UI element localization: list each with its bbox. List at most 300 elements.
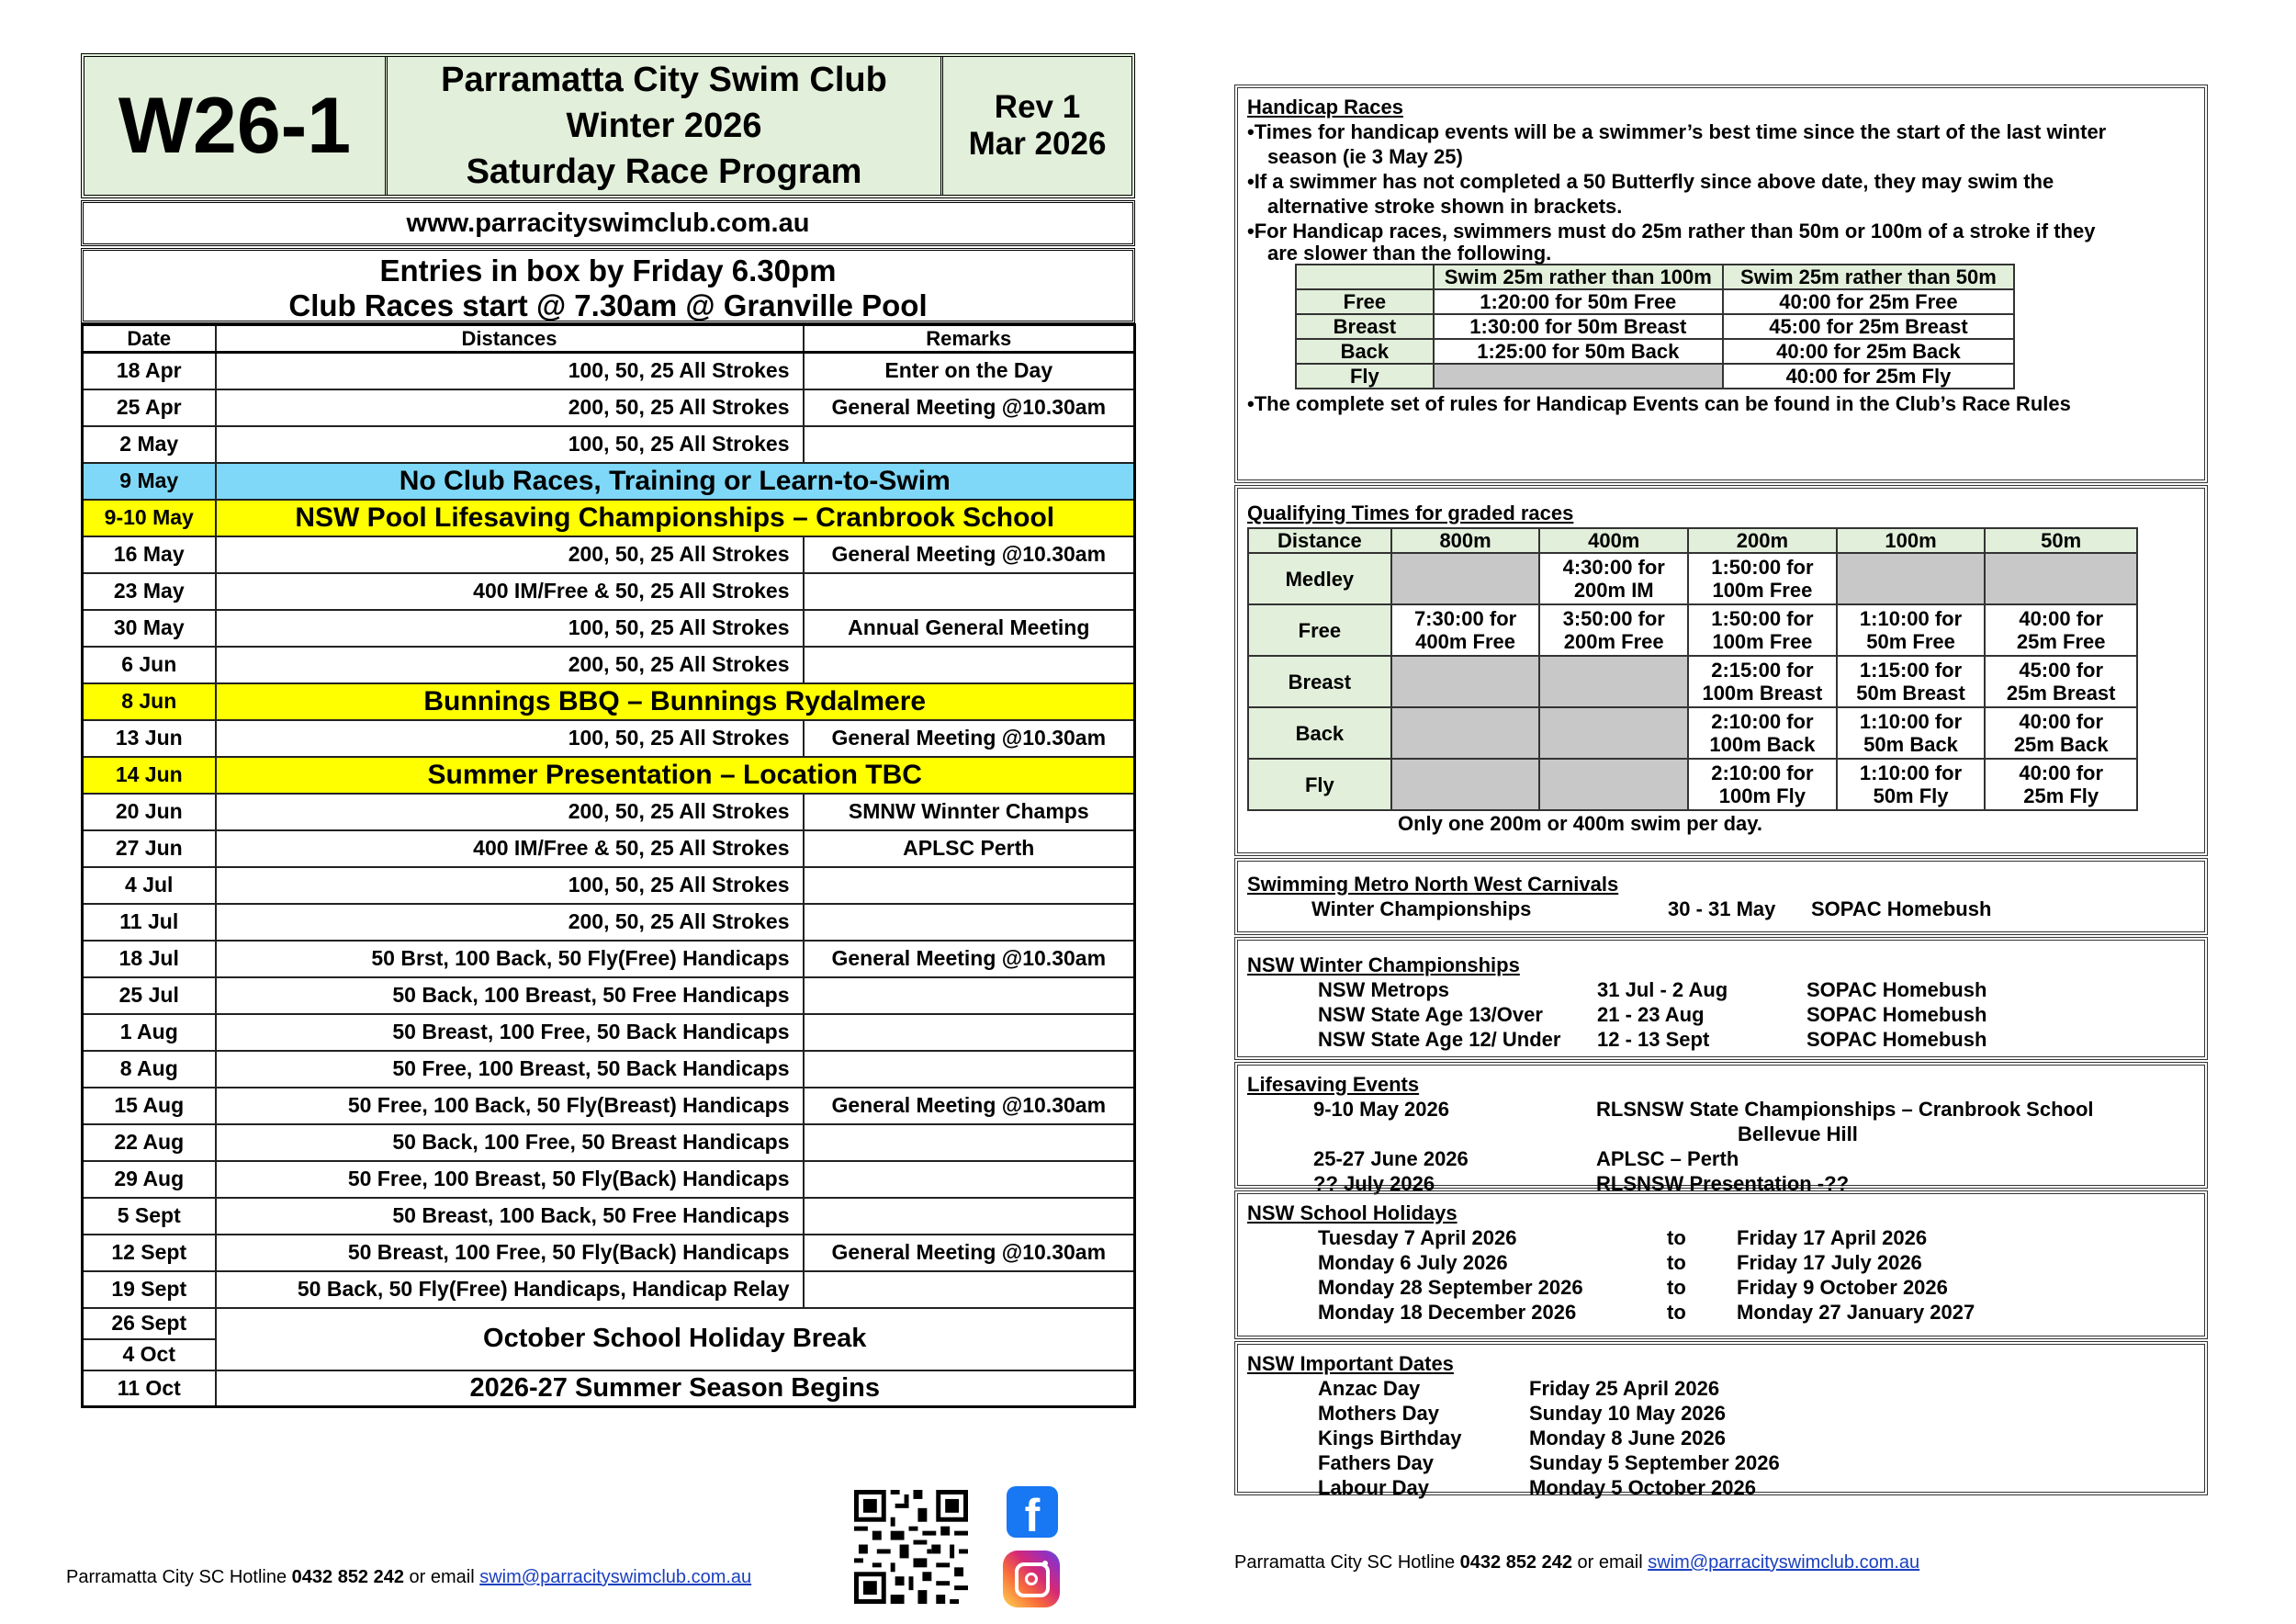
row-date: 18 Jul bbox=[83, 941, 216, 977]
handicap-100-time: 1:20:00 for 50m Free bbox=[1434, 289, 1723, 314]
handicap-races-section bbox=[1234, 85, 2208, 483]
row-date: 25 Apr bbox=[83, 389, 216, 426]
season-begins-text: 2026-27 Summer Season Begins bbox=[216, 1370, 1135, 1407]
handicap-stroke: Fly bbox=[1296, 364, 1434, 389]
row-remarks: Enter on the Day bbox=[804, 353, 1135, 389]
season-begins-row bbox=[83, 1370, 1135, 1407]
row-distances: 200, 50, 25 All Strokes bbox=[216, 536, 804, 573]
row-remarks: APLSC Perth bbox=[804, 830, 1135, 867]
important-date-row bbox=[1318, 1450, 2195, 1475]
row-remarks bbox=[804, 1014, 1135, 1051]
website-link[interactable]: www.parracityswimclub.com.au bbox=[81, 200, 1135, 246]
row-banner: Bunnings BBQ – Bunnings Rydalmere bbox=[216, 683, 1135, 720]
row-distances: 200, 50, 25 All Strokes bbox=[216, 904, 804, 941]
qualifying-head-cell: 50m bbox=[1985, 528, 2137, 553]
school-holidays-section bbox=[1234, 1190, 2208, 1339]
holiday-to: to bbox=[1667, 1276, 1686, 1299]
holiday-until: Friday 9 October 2026 bbox=[1737, 1276, 1948, 1299]
row-date: 9 May bbox=[83, 463, 216, 500]
handicap-row bbox=[1296, 314, 2014, 339]
email-link-right[interactable]: swim@parracityswimclub.com.au bbox=[1648, 1552, 1920, 1573]
lifesaving-event bbox=[1596, 1097, 2094, 1146]
qualifying-time-line2: 200m IM bbox=[1573, 579, 1654, 602]
lifesaving-date: ?? July 2026 bbox=[1313, 1172, 1435, 1195]
holiday-break-row bbox=[83, 1308, 1135, 1339]
qualifying-time-line2: 100m Free bbox=[1712, 579, 1813, 602]
row-distances: 100, 50, 25 All Strokes bbox=[216, 867, 804, 904]
program-row bbox=[83, 1235, 1135, 1271]
handicap-table bbox=[1295, 264, 2015, 389]
season: Winter 2026 bbox=[566, 107, 762, 145]
qualifying-time bbox=[1688, 656, 1837, 707]
row-date: 11 Jul bbox=[83, 904, 216, 941]
qualifying-time bbox=[1539, 656, 1688, 707]
nsw-venue: SOPAC Homebush bbox=[1806, 1028, 1987, 1051]
row-date: 26 Sept bbox=[83, 1308, 216, 1339]
qualifying-time-line1: 1:15:00 for bbox=[1859, 659, 1963, 682]
program-header-row bbox=[83, 325, 1135, 353]
qualifying-time bbox=[1985, 656, 2137, 707]
program-row bbox=[83, 904, 1135, 941]
row-date: 13 Jun bbox=[83, 720, 216, 757]
row-remarks bbox=[804, 647, 1135, 683]
row-remarks: General Meeting @10.30am bbox=[804, 720, 1135, 757]
qualifying-times-section bbox=[1234, 485, 2208, 856]
qualifying-time-line2: 100m Back bbox=[1709, 733, 1816, 756]
qualifying-time bbox=[1985, 759, 2137, 810]
nsw-event: NSW State Age 13/Over bbox=[1318, 1003, 1543, 1026]
row-distances: 100, 50, 25 All Strokes bbox=[216, 353, 804, 389]
lifesaving-event-name: RLSNSW Presentation -?? bbox=[1596, 1172, 1850, 1195]
important-name: Labour Day bbox=[1318, 1476, 1430, 1499]
row-remarks: General Meeting @10.30am bbox=[804, 1235, 1135, 1271]
row-remarks bbox=[804, 1051, 1135, 1088]
qualifying-time-line1: 40:00 for bbox=[2019, 710, 2104, 733]
row-distances: 100, 50, 25 All Strokes bbox=[216, 720, 804, 757]
handicap-rule-1b: season (ie 3 May 25) bbox=[1267, 145, 1463, 168]
qualifying-time bbox=[1391, 553, 1540, 604]
lifesaving-event-venue: Bellevue Hill bbox=[1738, 1122, 1858, 1145]
nsw-event: NSW Metrops bbox=[1318, 978, 1449, 1001]
qualifying-time-line1: 7:30:00 for bbox=[1413, 607, 1517, 630]
row-date: 25 Jul bbox=[83, 977, 216, 1014]
row-remarks bbox=[804, 867, 1135, 904]
qualifying-stroke: Medley bbox=[1248, 553, 1391, 604]
qualifying-row bbox=[1248, 759, 2137, 810]
row-distances: 50 Brst, 100 Back, 50 Fly(Free) Handicaps bbox=[216, 941, 804, 977]
qualifying-time-line2: 200m Free bbox=[1563, 630, 1664, 653]
handicap-row bbox=[1296, 339, 2014, 364]
row-date: 4 Jul bbox=[83, 867, 216, 904]
nsw-date: 21 - 23 Aug bbox=[1597, 1003, 1705, 1026]
qualifying-table bbox=[1247, 527, 2138, 811]
footer-contact-right: Parramatta City SC Hotline 0432 852 242 or email swim@parracityswimclub.com.au bbox=[1234, 1552, 1920, 1573]
qualifying-head-cell: 100m bbox=[1837, 528, 1986, 553]
lifesaving-date: 9-10 May 2026 bbox=[1313, 1098, 1449, 1121]
row-distances: 50 Free, 100 Breast, 50 Fly(Back) Handicaps bbox=[216, 1161, 804, 1198]
row-remarks bbox=[804, 1124, 1135, 1161]
row-distances: 50 Free, 100 Back, 50 Fly(Breast) Handicaps bbox=[216, 1088, 804, 1124]
holiday-row bbox=[1318, 1225, 2195, 1250]
qualifying-time bbox=[1688, 759, 1837, 810]
handicap-rules-note: •The complete set of rules for Handicap Events can be found in the Club’s Race Rules bbox=[1247, 392, 2071, 415]
footer-contact-left: Parramatta City SC Hotline 0432 852 242 or email swim@parracityswimclub.com.au bbox=[66, 1567, 752, 1587]
row-remarks bbox=[804, 904, 1135, 941]
row-remarks bbox=[804, 1271, 1135, 1308]
row-remarks: General Meeting @10.30am bbox=[804, 941, 1135, 977]
handicap-stroke: Back bbox=[1296, 339, 1434, 364]
qualifying-time-line1: 1:10:00 for bbox=[1859, 607, 1963, 630]
qualifying-time-line1: 2:10:00 for bbox=[1711, 710, 1814, 733]
qualifying-time bbox=[1688, 553, 1837, 604]
qualifying-time-line2: 100m Free bbox=[1712, 630, 1813, 653]
race-start-time: Club Races start @ 7.30am @ Granville Pool bbox=[288, 288, 928, 322]
handicap-stroke: Free bbox=[1296, 289, 1434, 314]
column-header-remarks: Remarks bbox=[804, 325, 1135, 353]
important-date: Monday 8 June 2026 bbox=[1529, 1427, 1726, 1449]
row-distances: 50 Breast, 100 Back, 50 Free Handicaps bbox=[216, 1198, 804, 1235]
holiday-until: Friday 17 July 2026 bbox=[1737, 1251, 1922, 1274]
row-distances: 200, 50, 25 All Strokes bbox=[216, 794, 804, 830]
holiday-until: Friday 17 April 2026 bbox=[1737, 1226, 1928, 1249]
hotline-number-right: 0432 852 242 bbox=[1459, 1552, 1572, 1573]
program-row bbox=[83, 830, 1135, 867]
nsw-winter-row bbox=[1318, 1027, 2195, 1052]
program-row bbox=[83, 1088, 1135, 1124]
row-remarks: SMNW Winnter Champs bbox=[804, 794, 1135, 830]
qualifying-time-line1: 1:10:00 for bbox=[1859, 761, 1963, 784]
row-date: 12 Sept bbox=[83, 1235, 216, 1271]
row-distances: 50 Breast, 100 Free, 50 Fly(Back) Handicaps bbox=[216, 1235, 804, 1271]
lifesaving-title: Lifesaving Events bbox=[1247, 1073, 1420, 1096]
row-distances: 400 IM/Free & 50, 25 All Strokes bbox=[216, 573, 804, 610]
metro-event-row: Winter Championships 30 - 31 May SOPAC Homebush bbox=[1311, 897, 1992, 920]
row-remarks: Annual General Meeting bbox=[804, 610, 1135, 647]
banner-row bbox=[83, 757, 1135, 794]
holiday-to: to bbox=[1667, 1226, 1686, 1249]
revision-date: Mar 2026 bbox=[968, 126, 1107, 162]
program-row bbox=[83, 867, 1135, 904]
row-date: 19 Sept bbox=[83, 1271, 216, 1308]
important-date-row bbox=[1318, 1376, 2195, 1401]
lifesaving-row bbox=[1313, 1097, 2195, 1146]
program-row bbox=[83, 647, 1135, 683]
qualifying-time-line1: 1:10:00 for bbox=[1859, 710, 1963, 733]
holiday-from: Monday 28 September 2026 bbox=[1318, 1276, 1583, 1299]
nsw-winter-section bbox=[1234, 937, 2208, 1060]
instagram-icon[interactable] bbox=[1003, 1551, 1060, 1607]
row-banner: Summer Presentation – Location TBC bbox=[216, 757, 1135, 794]
qualifying-row bbox=[1248, 553, 2137, 604]
program-row bbox=[83, 977, 1135, 1014]
qualifying-time bbox=[1985, 604, 2137, 656]
qualifying-time-line2: 100m Breast bbox=[1702, 682, 1823, 705]
qualifying-time-line1: 3:50:00 for bbox=[1562, 607, 1665, 630]
handicap-rule-1: •Times for handicap events will be a swimmer’s best time since the start of the last winter bbox=[1247, 120, 2107, 143]
important-name: Kings Birthday bbox=[1318, 1427, 1462, 1449]
row-distances: 50 Back, 100 Free, 50 Breast Handicaps bbox=[216, 1124, 804, 1161]
lifesaving-section bbox=[1234, 1062, 2208, 1195]
email-link[interactable]: swim@parracityswimclub.com.au bbox=[479, 1567, 752, 1587]
row-date: 8 Aug bbox=[83, 1051, 216, 1088]
holiday-row bbox=[1318, 1250, 2195, 1275]
program-row bbox=[83, 794, 1135, 830]
qualifying-head-cell: 200m bbox=[1688, 528, 1837, 553]
holiday-row bbox=[1318, 1275, 2195, 1300]
row-date: 23 May bbox=[83, 573, 216, 610]
nsw-date: 12 - 13 Sept bbox=[1597, 1028, 1710, 1051]
row-date: 1 Aug bbox=[83, 1014, 216, 1051]
qualifying-time bbox=[1837, 759, 1986, 810]
row-date: 11 Oct bbox=[83, 1370, 216, 1407]
row-date: 6 Jun bbox=[83, 647, 216, 683]
qualifying-time-line1: 2:10:00 for bbox=[1711, 761, 1814, 784]
program-row bbox=[83, 573, 1135, 610]
club-name: Parramatta City Swim Club bbox=[441, 61, 887, 99]
program-row bbox=[83, 353, 1135, 389]
qualifying-time-line2: 25m Fly bbox=[2023, 784, 2099, 807]
handicap-row bbox=[1296, 289, 2014, 314]
important-date: Sunday 5 September 2026 bbox=[1529, 1451, 1780, 1474]
qualifying-stroke: Breast bbox=[1248, 656, 1391, 707]
important-name: Mothers Day bbox=[1318, 1402, 1440, 1425]
program-row bbox=[83, 1014, 1135, 1051]
qualifying-row bbox=[1248, 707, 2137, 759]
qualifying-note: Only one 200m or 400m swim per day. bbox=[1398, 812, 1762, 835]
handicap-head-50: Swim 25m rather than 50m bbox=[1723, 265, 2014, 289]
row-distances: 50 Free, 100 Breast, 50 Back Handicaps bbox=[216, 1051, 804, 1088]
important-date: Friday 25 April 2026 bbox=[1529, 1377, 1720, 1400]
holiday-row bbox=[1318, 1300, 2195, 1325]
nsw-venue: SOPAC Homebush bbox=[1806, 1003, 1987, 1026]
nsw-winter-row bbox=[1318, 1002, 2195, 1027]
row-date: 15 Aug bbox=[83, 1088, 216, 1124]
qualifying-row bbox=[1248, 656, 2137, 707]
important-dates-section bbox=[1234, 1341, 2208, 1499]
qualifying-head-cell: 800m bbox=[1391, 528, 1540, 553]
handicap-table-header bbox=[1296, 265, 2014, 289]
qualifying-time bbox=[1391, 604, 1540, 656]
row-remarks bbox=[804, 573, 1135, 610]
handicap-50-time: 40:00 for 25m Fly bbox=[1723, 364, 2014, 389]
handicap-50-time: 45:00 for 25m Breast bbox=[1723, 314, 2014, 339]
qualifying-time bbox=[1539, 759, 1688, 810]
qualifying-row bbox=[1248, 604, 2137, 656]
row-banner: No Club Races, Training or Learn-to-Swim bbox=[216, 463, 1135, 500]
row-distances: 50 Breast, 100 Free, 50 Back Handicaps bbox=[216, 1014, 804, 1051]
row-distances: 400 IM/Free & 50, 25 All Strokes bbox=[216, 830, 804, 867]
handicap-50-time: 40:00 for 25m Back bbox=[1723, 339, 2014, 364]
row-date: 9-10 May bbox=[83, 500, 216, 536]
qualifying-time-line2: 50m Free bbox=[1866, 630, 1955, 653]
qualifying-time-line1: 1:50:00 for bbox=[1711, 607, 1814, 630]
hotline-number: 0432 852 242 bbox=[291, 1567, 404, 1587]
row-remarks: General Meeting @10.30am bbox=[804, 389, 1135, 426]
qr-code-icon[interactable] bbox=[854, 1490, 968, 1604]
program-header bbox=[81, 53, 1135, 198]
row-banner: NSW Pool Lifesaving Championships – Cranbrook School bbox=[216, 500, 1135, 536]
metro-title: Swimming Metro North West Carnivals bbox=[1247, 873, 1619, 896]
facebook-icon[interactable]: f bbox=[1007, 1486, 1058, 1538]
row-date: 8 Jun bbox=[83, 683, 216, 720]
qualifying-stroke: Fly bbox=[1248, 759, 1391, 810]
program-row bbox=[83, 426, 1135, 463]
banner-row bbox=[83, 683, 1135, 720]
qualifying-time bbox=[1837, 604, 1986, 656]
program-row bbox=[83, 1271, 1135, 1308]
qualifying-time-line1: 45:00 for bbox=[2019, 659, 2104, 682]
row-date: 4 Oct bbox=[83, 1339, 216, 1370]
qualifying-time bbox=[1688, 604, 1837, 656]
row-distances: 200, 50, 25 All Strokes bbox=[216, 389, 804, 426]
nsw-event: NSW State Age 12/ Under bbox=[1318, 1028, 1561, 1051]
holiday-break-text: October School Holiday Break bbox=[216, 1308, 1135, 1370]
nsw-venue: SOPAC Homebush bbox=[1806, 978, 1987, 1001]
handicap-row bbox=[1296, 364, 2014, 389]
qualifying-time-line2: 50m Breast bbox=[1856, 682, 1965, 705]
qualifying-time bbox=[1539, 553, 1688, 604]
row-remarks bbox=[804, 977, 1135, 1014]
row-date: 2 May bbox=[83, 426, 216, 463]
entries-notice bbox=[81, 248, 1135, 323]
qualifying-time-line1: 1:50:00 for bbox=[1711, 556, 1814, 579]
important-date-row bbox=[1318, 1475, 2195, 1500]
row-distances: 50 Back, 100 Breast, 50 Free Handicaps bbox=[216, 977, 804, 1014]
holiday-from: Monday 6 July 2026 bbox=[1318, 1251, 1508, 1274]
qualifying-time bbox=[1837, 553, 1986, 604]
row-date: 27 Jun bbox=[83, 830, 216, 867]
lifesaving-event-name: APLSC – Perth bbox=[1596, 1147, 1739, 1170]
holidays-title: NSW School Holidays bbox=[1247, 1201, 1458, 1224]
handicap-rule-3: •For Handicap races, swimmers must do 25m rather than 50m or 100m of a stroke if they bbox=[1247, 220, 2096, 242]
handicap-rule-2: •If a swimmer has not completed a 50 Butterfly since above date, they may swim the bbox=[1247, 170, 2054, 193]
program-row bbox=[83, 1051, 1135, 1088]
qualifying-time-line1: 4:30:00 for bbox=[1562, 556, 1665, 579]
entries-deadline: Entries in box by Friday 6.30pm bbox=[379, 254, 837, 288]
important-title: NSW Important Dates bbox=[1247, 1352, 1454, 1375]
qualifying-time bbox=[1391, 707, 1540, 759]
revision bbox=[943, 57, 1131, 195]
important-date-row bbox=[1318, 1401, 2195, 1426]
important-date: Sunday 10 May 2026 bbox=[1529, 1402, 1727, 1425]
row-date: 14 Jun bbox=[83, 757, 216, 794]
qualifying-time bbox=[1688, 707, 1837, 759]
qualifying-time-line1: 40:00 for bbox=[2019, 761, 2104, 784]
qualifying-time bbox=[1985, 707, 2137, 759]
program-row bbox=[83, 1124, 1135, 1161]
qualifying-time-line2: 100m Fly bbox=[1718, 784, 1806, 807]
qualifying-time bbox=[1837, 707, 1986, 759]
column-header-date: Date bbox=[83, 325, 216, 353]
qualifying-time bbox=[1391, 759, 1540, 810]
qualifying-head-cell: 400m bbox=[1539, 528, 1688, 553]
club-title bbox=[388, 57, 943, 195]
metro-carnivals-section bbox=[1234, 858, 2208, 935]
qualifying-stroke: Free bbox=[1248, 604, 1391, 656]
qualifying-time bbox=[1391, 656, 1540, 707]
important-date: Monday 5 October 2026 bbox=[1529, 1476, 1756, 1499]
qualifying-time bbox=[1837, 656, 1986, 707]
program-row bbox=[83, 389, 1135, 426]
row-date: 18 Apr bbox=[83, 353, 216, 389]
important-date-row bbox=[1318, 1426, 2195, 1450]
qualifying-time bbox=[1985, 553, 2137, 604]
row-remarks: General Meeting @10.30am bbox=[804, 536, 1135, 573]
lifesaving-date: 25-27 June 2026 bbox=[1313, 1147, 1469, 1170]
qualifying-header-row bbox=[1248, 528, 2137, 553]
qualifying-time-line2: 400m Free bbox=[1415, 630, 1515, 653]
column-header-distances: Distances bbox=[216, 325, 804, 353]
program-row bbox=[83, 720, 1135, 757]
row-remarks bbox=[804, 1161, 1135, 1198]
qualifying-time-line2: 50m Fly bbox=[1873, 784, 1949, 807]
nsw-date: 31 Jul - 2 Aug bbox=[1597, 978, 1728, 1001]
row-date: 20 Jun bbox=[83, 794, 216, 830]
handicap-100-time bbox=[1434, 364, 1723, 389]
important-name: Anzac Day bbox=[1318, 1377, 1421, 1400]
program-name: Saturday Race Program bbox=[466, 152, 862, 191]
lifesaving-event bbox=[1596, 1146, 1739, 1171]
row-distances: 100, 50, 25 All Strokes bbox=[216, 610, 804, 647]
nsw-winter-row bbox=[1318, 977, 2195, 1002]
handicap-title: Handicap Races bbox=[1247, 96, 1403, 118]
nsw-winter-title: NSW Winter Championships bbox=[1247, 953, 1520, 976]
qualifying-head-cell: Distance bbox=[1248, 528, 1391, 553]
row-date: 22 Aug bbox=[83, 1124, 216, 1161]
row-date: 30 May bbox=[83, 610, 216, 647]
holiday-to: to bbox=[1667, 1251, 1686, 1274]
handicap-head-100: Swim 25m rather than 100m bbox=[1434, 265, 1723, 289]
row-remarks bbox=[804, 1198, 1135, 1235]
banner-row bbox=[83, 500, 1135, 536]
race-program-table bbox=[81, 323, 1136, 1408]
qualifying-time-line2: 25m Back bbox=[2013, 733, 2109, 756]
handicap-100-time: 1:30:00 for 50m Breast bbox=[1434, 314, 1723, 339]
row-remarks bbox=[804, 426, 1135, 463]
row-date: 5 Sept bbox=[83, 1198, 216, 1235]
program-row bbox=[83, 941, 1135, 977]
revision-number: Rev 1 bbox=[994, 89, 1081, 125]
row-remarks: General Meeting @10.30am bbox=[804, 1088, 1135, 1124]
program-row bbox=[83, 1198, 1135, 1235]
qualifying-time bbox=[1539, 707, 1688, 759]
row-distances: 200, 50, 25 All Strokes bbox=[216, 647, 804, 683]
row-date: 16 May bbox=[83, 536, 216, 573]
qualifying-stroke: Back bbox=[1248, 707, 1391, 759]
program-code: W26-1 bbox=[84, 57, 388, 195]
qualifying-title: Qualifying Times for graded races bbox=[1247, 502, 1574, 524]
qualifying-time-line1: 40:00 for bbox=[2019, 607, 2104, 630]
lifesaving-event-name: RLSNSW State Championships – Cranbrook School bbox=[1596, 1098, 2094, 1121]
row-distances: 50 Back, 50 Fly(Free) Handicaps, Handicap Relay bbox=[216, 1271, 804, 1308]
handicap-100-time: 1:25:00 for 50m Back bbox=[1434, 339, 1723, 364]
qualifying-time bbox=[1539, 604, 1688, 656]
row-date: 29 Aug bbox=[83, 1161, 216, 1198]
banner-row bbox=[83, 463, 1135, 500]
program-row bbox=[83, 536, 1135, 573]
lifesaving-row bbox=[1313, 1146, 2195, 1171]
qualifying-time-line2: 25m Free bbox=[2016, 630, 2106, 653]
handicap-rule-2b: alternative stroke shown in brackets. bbox=[1267, 195, 1623, 218]
handicap-50-time: 40:00 for 25m Free bbox=[1723, 289, 2014, 314]
holiday-from: Monday 18 December 2026 bbox=[1318, 1301, 1577, 1324]
program-row bbox=[83, 1161, 1135, 1198]
qualifying-time-line1: 2:15:00 for bbox=[1711, 659, 1814, 682]
holiday-from: Tuesday 7 April 2026 bbox=[1318, 1226, 1517, 1249]
handicap-stroke: Breast bbox=[1296, 314, 1434, 339]
holiday-to: to bbox=[1667, 1301, 1686, 1324]
qualifying-time-line2: 50m Back bbox=[1863, 733, 1958, 756]
